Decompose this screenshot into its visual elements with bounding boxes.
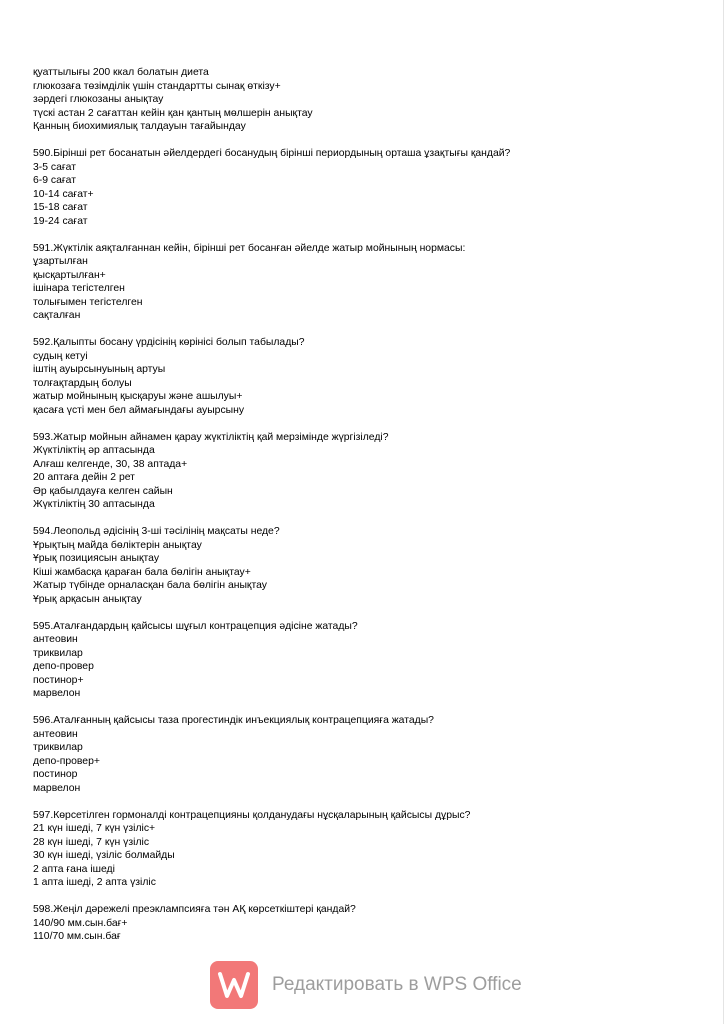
answer-option: Қанның биохимиялық талдауын тағайындау — [33, 121, 246, 132]
answer-option: 20 аптаға дейін 2 рет — [33, 472, 135, 483]
answer-option: түскі астан 2 сағаттан кейін қан қантың мөлшерін анықтау — [33, 107, 313, 119]
answer-option: 28 күн ішеді, 7 күн үзіліс — [33, 836, 150, 848]
answer-option: іштің ауырсынуының артуы — [33, 364, 166, 375]
answer-option: депо-провер — [33, 661, 94, 672]
question-block — [33, 242, 703, 323]
answer-option: 19-24 сағат — [33, 215, 88, 227]
question-text: 594.Леопольд әдісінің 3-ші тәсілінің мақсаты неде? — [33, 526, 280, 537]
question-text: 597.Көрсетілген гормоналді контрацепцияны қолданудағы нұсқаларының қайсысы дұрыс? — [33, 809, 471, 821]
answer-option: жатыр мойнының қысқаруы және ашылуы+ — [33, 391, 243, 402]
answer-option: депо-провер+ — [33, 755, 100, 767]
question-block — [33, 431, 703, 512]
answer-option: Әр қабылдауға келген сайын — [33, 485, 173, 497]
answer-option: 110/70 мм.сын.бағ — [33, 931, 121, 942]
answer-option: Жүктіліктің 30 аптасында — [33, 499, 155, 510]
edit-in-wps-label: Редактировать в WPS Office — [272, 974, 522, 995]
answer-option: сақталған — [33, 310, 81, 321]
answer-option: глюкозаға төзімділік үшін стандартты сынақ өткізу+ — [33, 80, 281, 92]
answer-option: 10-14 сағат+ — [33, 188, 94, 200]
answer-option: Кіші жамбасқа қараған бала бөлігін анықтау+ — [33, 566, 251, 578]
answer-option: қысқартылған+ — [33, 269, 106, 281]
answer-option: зәрдегі глюкозаны анықтау — [33, 94, 164, 105]
answer-option: марвелон — [33, 782, 81, 794]
answer-option: 1 апта ішеді, 2 апта үзіліс — [33, 877, 156, 888]
document-content — [33, 66, 703, 957]
question-block — [33, 903, 703, 944]
answer-option: Ұрық арқасын анықтау — [33, 593, 142, 605]
answer-option: Ұрық позициясын анықтау — [33, 553, 160, 564]
answer-option: Жатыр түбінде орналасқан бала бөлігін анықтау — [33, 580, 267, 591]
answer-option: 21 күн ішеді, 7 күн үзіліс+ — [33, 823, 156, 834]
answer-option: судың кетуі — [33, 350, 88, 362]
wps-logo-icon — [210, 961, 258, 1009]
answer-option: Алғаш келгенде, 30, 38 аптада+ — [33, 458, 188, 470]
answer-option: триквилар — [33, 647, 83, 659]
answer-option: антеовин — [33, 728, 78, 740]
answer-option: 30 күн ішеді, үзіліс болмайды — [33, 850, 175, 861]
question-block — [33, 620, 703, 701]
question-text: 591.Жүктілік аяқталғаннан кейін, бірінші рет босанған әйелде жатыр мойнының нормасы: — [33, 242, 466, 254]
question-block — [33, 525, 703, 606]
answer-option: 2 апта ғана ішеді — [33, 863, 115, 875]
answer-option: 15-18 сағат — [33, 202, 88, 213]
answer-option: қуаттылығы 200 ккал болатын диета — [33, 67, 209, 78]
question-block — [33, 714, 703, 795]
question-text: 595.Аталғандардың қайсысы шұғыл контрацепция әдісіне жатады? — [33, 620, 358, 632]
answer-option: толығымен тегістелген — [33, 296, 143, 308]
answer-option: 140/90 мм.сын.бағ+ — [33, 917, 128, 929]
answer-option: марвелон — [33, 688, 81, 699]
answer-option: қасаға үсті мен бел аймағындағы ауырсыну — [33, 404, 245, 416]
answer-option: Ұрықтың майда бөліктерін анықтау — [33, 539, 202, 551]
edit-in-wps-button[interactable] — [210, 960, 540, 1010]
question-text: 590.Бірінші рет босанатын әйелдердегі босанудың бірінші периордының орташа ұзақтығы қандай? — [33, 148, 511, 159]
question-block — [33, 147, 703, 228]
question-text: 592.Қалыпты босану үрдісінің көрінісі болып табылады? — [33, 337, 305, 348]
answer-option: постинор — [33, 769, 78, 780]
questions-list — [33, 147, 703, 944]
question-text: 593.Жатыр мойнын айнамен қарау жүктіліктің қай мерзімінде жүргізіледі? — [33, 431, 389, 443]
answer-option: антеовин — [33, 634, 78, 645]
answer-option: ұзартылған — [33, 256, 88, 267]
answer-option: 3-5 сағат — [33, 161, 76, 173]
answer-option: постинор+ — [33, 674, 84, 686]
question-block — [33, 809, 703, 890]
intro-block — [33, 66, 703, 134]
answer-option: триквилар — [33, 742, 83, 753]
question-text: 598.Жеңіл дәрежелі преэклампсияға тән АҚ көрсеткіштері қандай? — [33, 904, 356, 915]
question-block — [33, 336, 703, 417]
answer-option: 6-9 сағат — [33, 175, 76, 186]
answer-option: толғақтардың болуы — [33, 377, 132, 389]
question-text: 596.Аталғанның қайсысы таза прогестиндік инъекциялық контрацепцияға жатады? — [33, 715, 434, 726]
answer-option: ішінара тегістелген — [33, 283, 125, 294]
answer-option: Жүктіліктің әр аптасында — [33, 445, 155, 456]
